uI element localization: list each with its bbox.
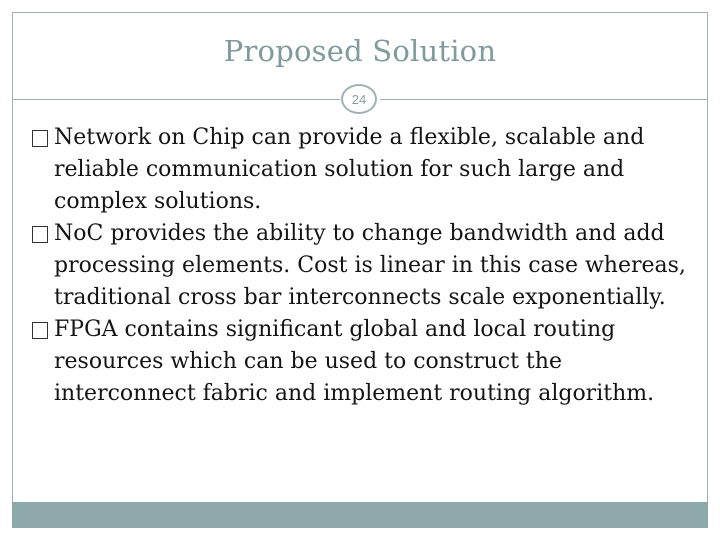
page-number-badge xyxy=(341,84,377,114)
bullet-text: FPGA contains significant global and local routing resources which can be used to construct the interconnect fabric and implement routing algorithm. xyxy=(54,317,655,406)
bullet-item xyxy=(32,314,700,410)
bullet-item xyxy=(32,218,700,314)
footer-bar xyxy=(12,502,708,528)
title-divider-left xyxy=(12,99,340,100)
bullet-box-icon xyxy=(32,130,48,147)
bullet-text: Network on Chip can provide a flexible, scalable and reliable communication solution for such large and complex solutions. xyxy=(54,125,645,214)
page-number: 24 xyxy=(351,91,367,107)
title-divider-right xyxy=(380,99,708,100)
bullet-item xyxy=(32,122,700,218)
bullet-box-icon xyxy=(32,322,48,339)
bullet-text: NoC provides the ability to change bandwidth and add processing elements. Cost is linear in this case whereas, traditional cross bar interconnects scale exponentially. xyxy=(54,221,686,310)
slide-title: Proposed Solution xyxy=(223,34,497,68)
bullet-list xyxy=(32,122,700,410)
bullet-box-icon xyxy=(32,226,48,243)
